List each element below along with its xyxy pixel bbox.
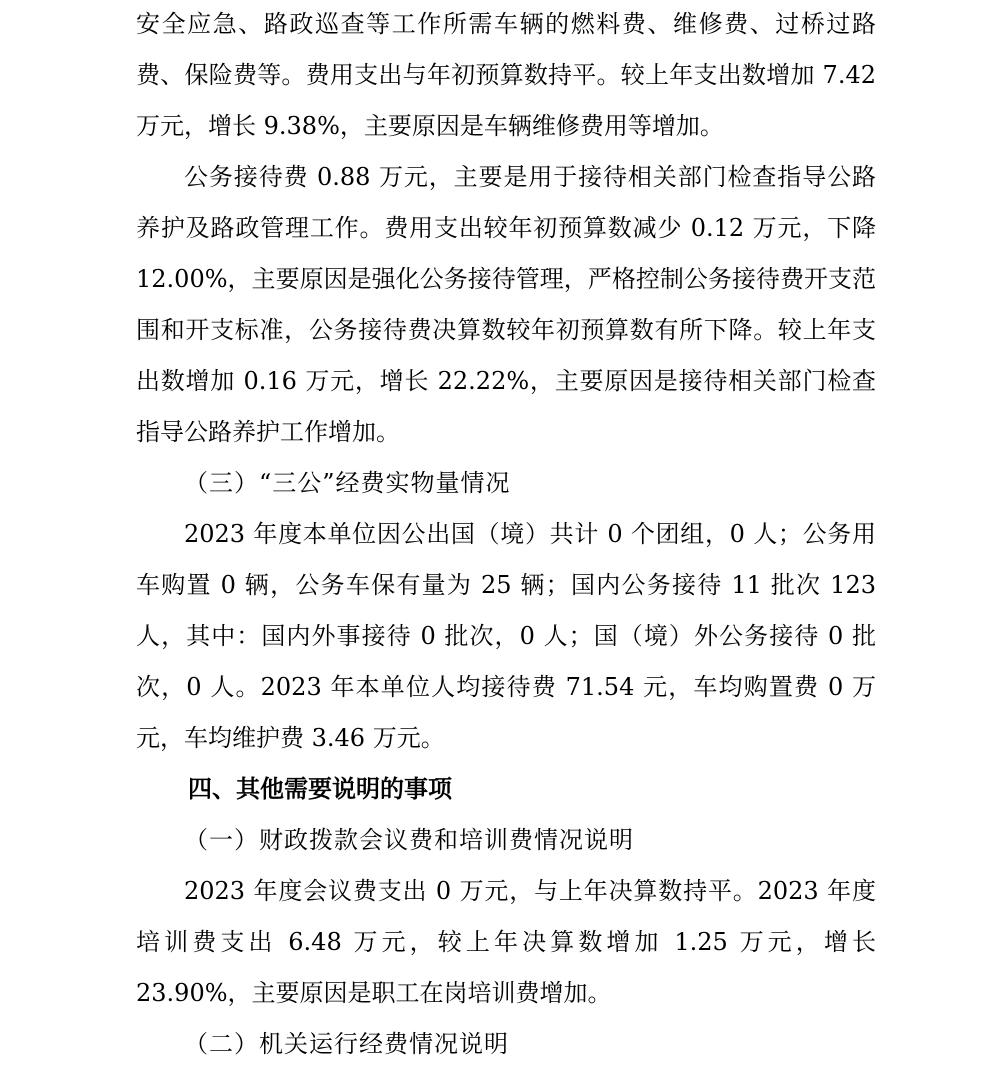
paragraph-vehicle-costs: 安全应急、路政巡查等工作所需车辆的燃料费、维修费、过桥过路费、保险费等。费用支出与年初预算数持平。较上年支出数增加 7.42 万元，增长 9.38%，主要原因是车辆维修费用等增加。 (136, 10, 876, 140)
paragraph-reception-costs: 公务接待费 0.88 万元，主要是用于接待相关部门检查指导公路养护及路政管理工作。费用支出较年初预算数减少 0.12 万元，下降 12.00%，主要原因是强化公务接待管理，严格控制公务接待费开支范围和开支标准，公务接待费决算数较年初预算数有所下降。较上年支出数增加 0.16 万元，增长 22.22%，主要原因是接待相关部门检查指导公路养护工作增加。 (136, 163, 876, 446)
paragraph-meeting-training: 2023 年度会议费支出 0 万元，与上年决算数持平。2023 年度培训费支出 6.48 万元，较上年决算数增加 1.25 万元，增长 23.90%，主要原因是职工在岗培训费增加。 (136, 877, 876, 1007)
heading-other-matters: 四、其他需要说明的事项 (188, 775, 452, 803)
document-page (136, 0, 876, 1070)
subheading-meeting-training: （一）财政拨款会议费和培训费情况说明 (184, 826, 634, 854)
subheading-operating-costs: （二）机关运行经费情况说明 (184, 1030, 509, 1058)
subheading-physical-quantity: （三）“三公”经费实物量情况 (184, 469, 511, 497)
paragraph-physical-quantity: 2023 年度本单位因公出国（境）共计 0 个团组，0 人；公务用车购置 0 辆，公务车保有量为 25 辆；国内公务接待 11 批次 123 人，其中：国内外事接待 0 批次，0 人；国（境）外公务接待 0 批次，0 人。2023 年本单位人均接待费 71.54 元，车均购置费 0 万元，车均维护费 3.46 万元。 (136, 520, 876, 752)
